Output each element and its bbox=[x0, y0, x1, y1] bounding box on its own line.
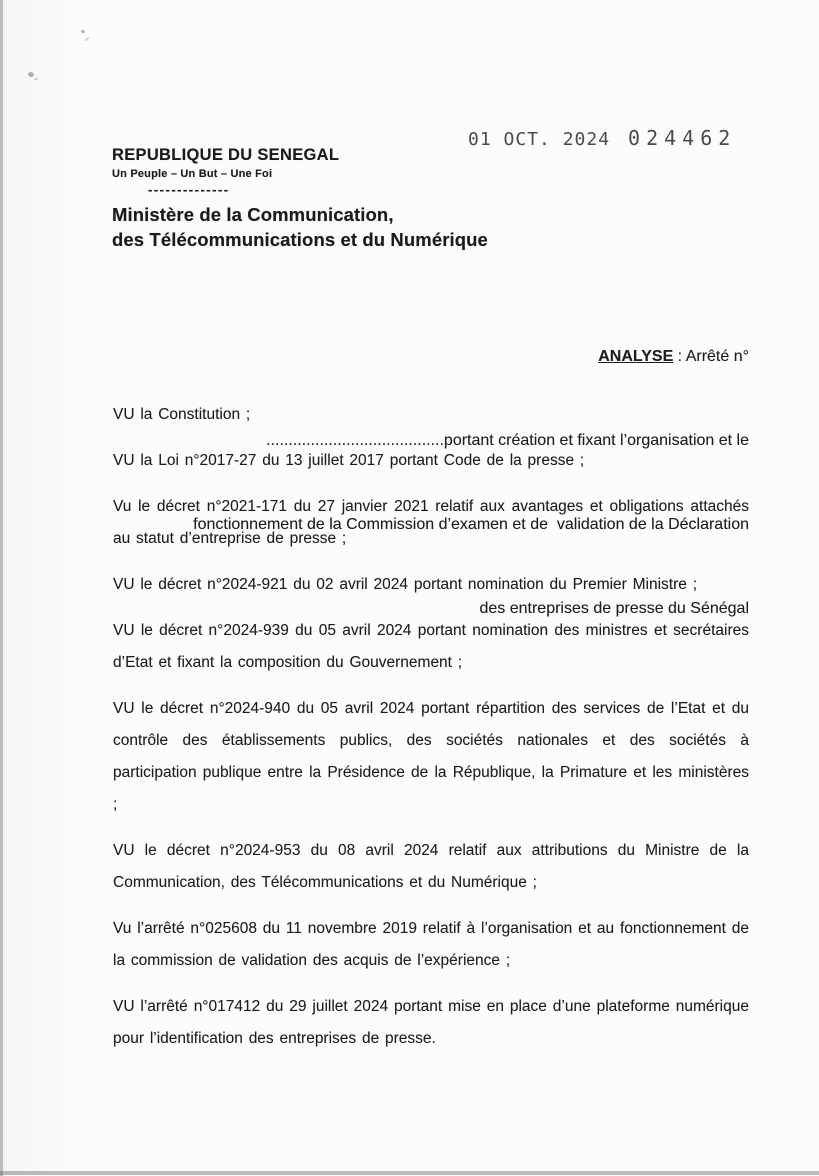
visa-paragraph: Vu le décret n°2021-171 du 27 janvier 2021 relatif aux avantages et obligations attachés au statut d’entreprise de presse ; bbox=[113, 498, 749, 547]
visa-paragraph: VU le décret n°2024-953 du 08 avril 2024 relatif aux attributions du Ministre de la Communication, des Télécommunications et du Numérique ; bbox=[113, 842, 749, 891]
analyse-line-3: fonctionnement de la Commission d’examen et de validation de la Déclaration bbox=[193, 516, 749, 533]
analyse-label: ANALYSE bbox=[598, 348, 674, 365]
scan-speck bbox=[27, 71, 34, 77]
scan-speck bbox=[84, 36, 90, 41]
visa-paragraph: VU la Constitution ; bbox=[113, 406, 251, 423]
national-motto: Un Peuple – Un But – Une Foi bbox=[112, 168, 273, 180]
scan-speck bbox=[34, 77, 38, 80]
visa-paragraph: Vu l’arrêté n°025608 du 11 novembre 2019 relatif à l’organisation et au fonctionnement de la commission de validation des acquis de l’expérience ; bbox=[113, 920, 749, 969]
scan-speck bbox=[81, 29, 86, 33]
stamp-date: 01 OCT. 2024 bbox=[468, 129, 611, 150]
analyse-line-4: des entreprises de presse du Sénégal bbox=[479, 600, 749, 617]
ministry-name-line2: des Télécommunications et du Numérique bbox=[112, 229, 488, 250]
scan-edge-bottom bbox=[0, 1171, 819, 1175]
republic-title: REPUBLIQUE DU SENEGAL bbox=[112, 146, 340, 164]
analyse-arrete-number: : Arrêté n° bbox=[673, 348, 749, 365]
visa-paragraph: VU le décret n°2024-939 du 05 avril 2024 portant nomination des ministres et secrétaires d’Etat et fixant la composition du Gouvernement ; bbox=[113, 622, 749, 671]
registry-stamp bbox=[468, 126, 736, 150]
letterhead bbox=[112, 146, 488, 252]
separator-dashes: -------------- bbox=[148, 182, 230, 197]
visa-paragraph: VU l’arrêté n°017412 du 29 juillet 2024 portant mise en place d’une plateforme numérique pour l’identification des entreprises de presse. bbox=[113, 998, 749, 1047]
scan-edge-left bbox=[0, 0, 3, 1176]
visa-paragraph-list bbox=[113, 399, 749, 1069]
analyse-line-2: ........................................portant création et fixant l’organisation et le bbox=[266, 432, 749, 449]
visa-paragraph: VU le décret n°2024-921 du 02 avril 2024 portant nomination du Premier Ministre ; bbox=[113, 576, 698, 593]
visa-paragraph: VU la Loi n°2017-27 du 13 juillet 2017 portant Code de la presse ; bbox=[113, 452, 585, 469]
stamp-registration-number: 024462 bbox=[628, 126, 737, 150]
ministry-name-line1: Ministère de la Communication, bbox=[112, 204, 394, 225]
analyse-heading-line bbox=[113, 343, 749, 371]
visa-paragraph: VU le décret n°2024-940 du 05 avril 2024 portant répartition des services de l’Etat et du contrôle des établissements publics, des sociétés nationales et des sociétés à participation publique entre la Présidence de la République, la Primature et les ministères ; bbox=[113, 700, 749, 813]
ministry-name bbox=[112, 202, 488, 252]
